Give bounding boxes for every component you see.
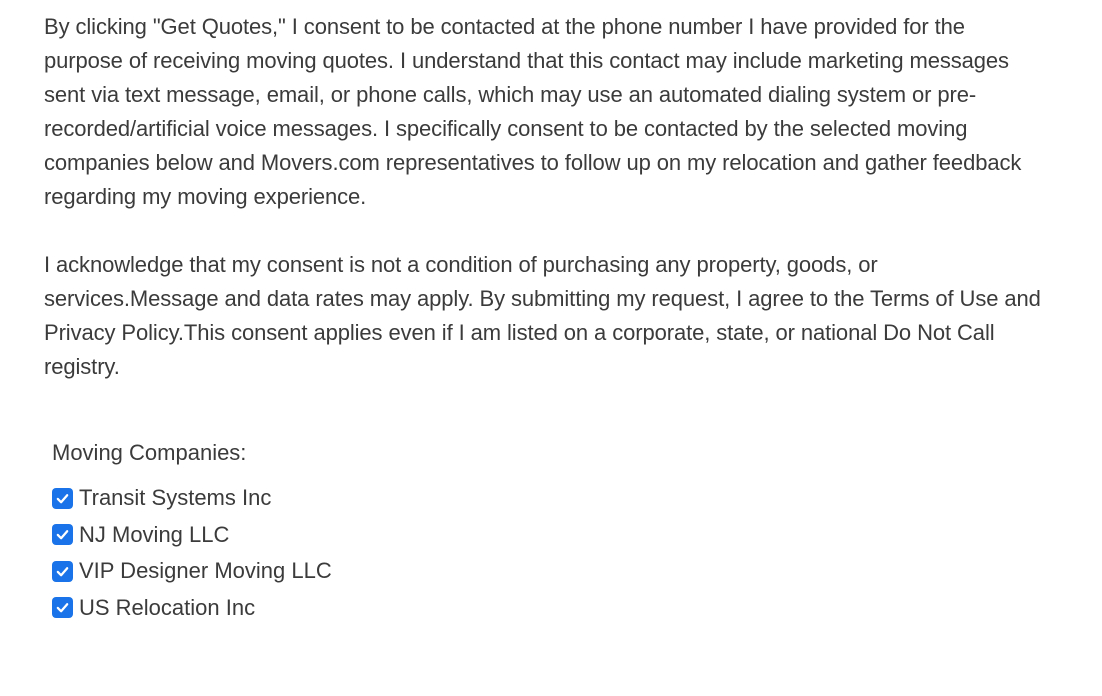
checkmark-icon [55,491,70,506]
consent-paragraph-acknowledgement: I acknowledge that my consent is not a condition of purchasing any property, goods, or services.Message and data rates may apply. By submitting my request, I agree to the Terms of Use and Privacy Policy.This consent applies even if I am listed on a corporate, state, or national Do Not Call registry. [44,252,1041,379]
checkmark-icon [55,527,70,542]
company-label[interactable]: US Relocation Inc [79,594,256,620]
company-checkbox-item[interactable] [52,590,652,627]
moving-companies-list [52,480,652,626]
checkbox-checked-icon[interactable] [52,597,73,618]
company-label[interactable]: NJ Moving LLC [79,521,230,547]
consent-text-block [44,10,1044,384]
company-checkbox-item[interactable] [52,517,652,554]
company-label[interactable]: Transit Systems Inc [79,485,272,511]
moving-companies-heading: Moving Companies: [52,440,247,465]
checkmark-icon [55,600,70,615]
checkbox-checked-icon[interactable] [52,561,73,582]
consent-paragraph-contact: By clicking "Get Quotes," I consent to be contacted at the phone number I have provided for the purpose of receiving moving quotes. I understand that this contact may include marketing messages sent via text message, email, or phone calls, which may use an automated dialing system or pre-recorded/artificial voice messages. I specifically consent to be contacted by the selected moving companies below and Movers.com representatives to follow up on my relocation and gather feedback regarding my moving experience. [44,14,1022,209]
company-checkbox-item[interactable] [52,553,652,590]
checkmark-icon [55,564,70,579]
checkbox-checked-icon[interactable] [52,524,73,545]
moving-companies-section [52,436,652,626]
company-label[interactable]: VIP Designer Moving LLC [79,558,332,584]
checkbox-checked-icon[interactable] [52,488,73,509]
company-checkbox-item[interactable] [52,480,652,517]
